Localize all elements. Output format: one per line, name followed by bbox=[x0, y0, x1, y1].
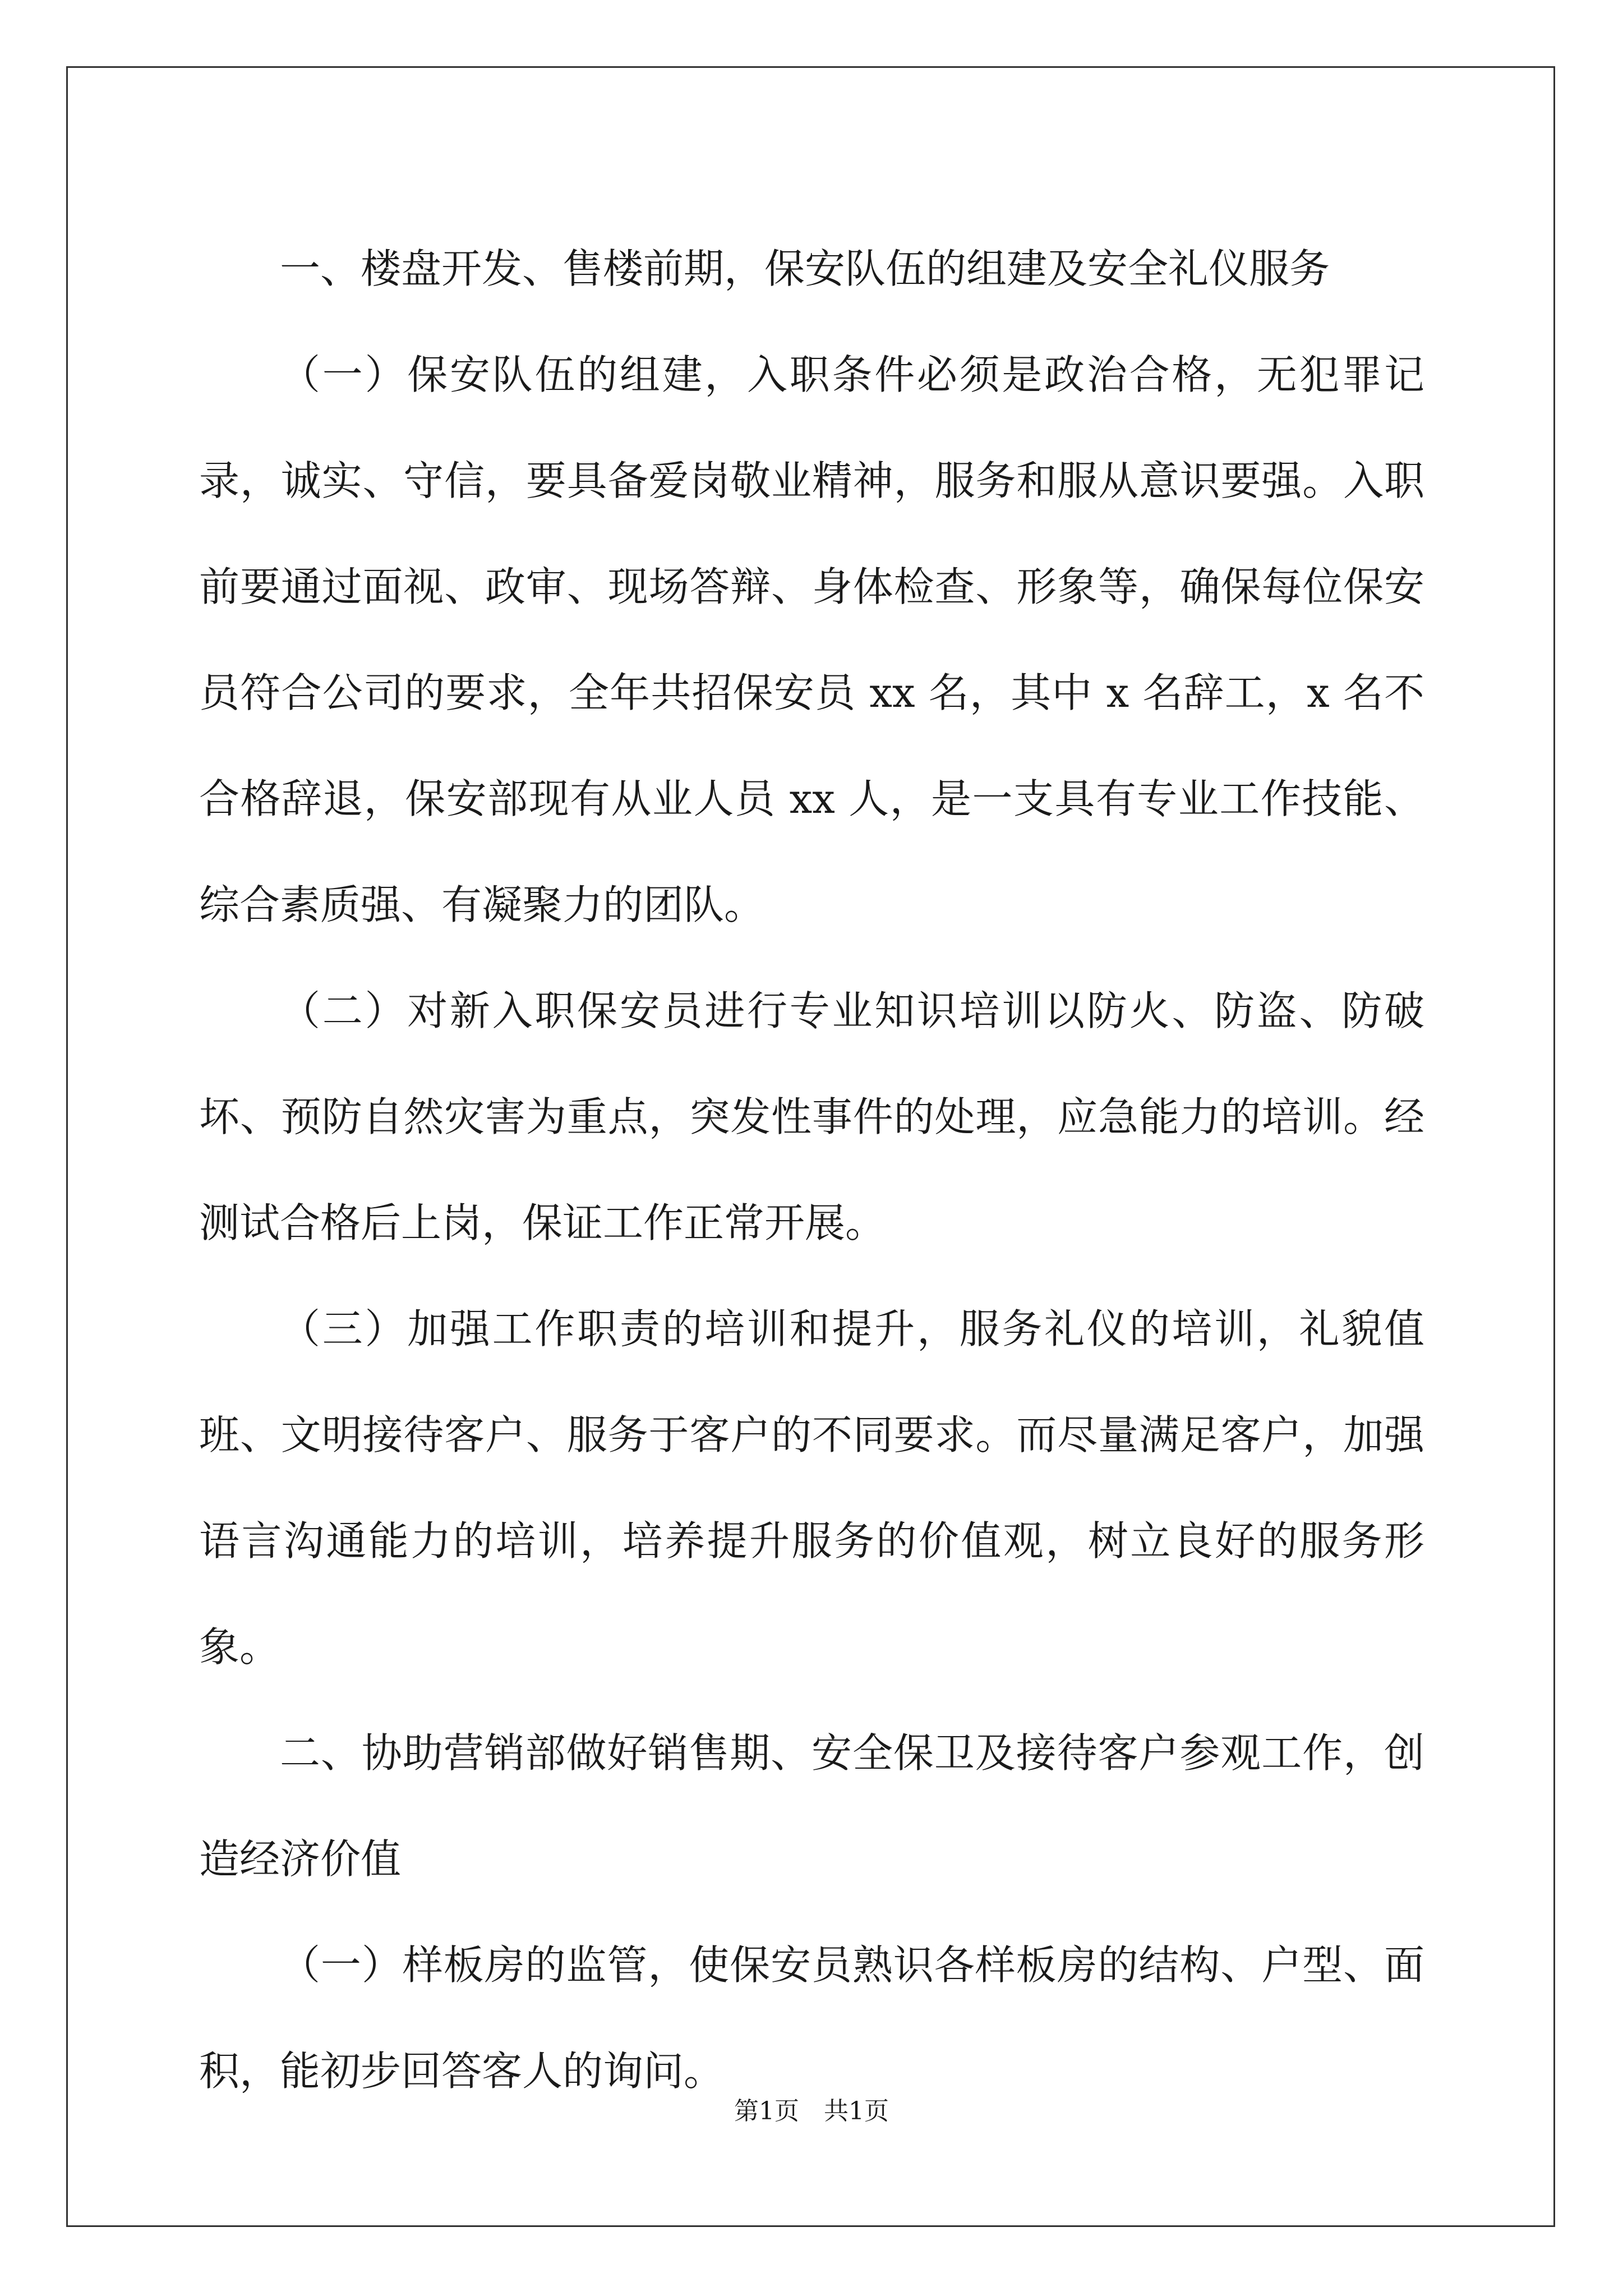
paragraph-training: （二）对新入职保安员进行专业知识培训以防火、防盗、防破坏、预防自然灾害为重点，突发性事件的处理，应急能力的培训。经测试合格后上岗，保证工作正常开展。 bbox=[199, 987, 1424, 1246]
paragraph-team-formation: （一）保安队伍的组建，入职条件必须是政治合格，无犯罪记录，诚实、守信，要具备爱岗敬业精神，服务和服从意识要强。入职前要通过面视、政审、现场答辩、身体检查、形象等，确保每位保安员符合公司的要求，全年共招保安员 xx 名，其中 x 名辞工，x 名不合格辞退，保安部现有从业人员 xx 人，是一支具有专业工作技能、综合素质强、有凝聚力的团队。 bbox=[199, 351, 1424, 928]
heading-section-1: 一、楼盘开发、售楼前期，保安队伍的组建及安全礼仪服务 bbox=[280, 245, 1330, 292]
paragraph-showroom: （一）样板房的监管，使保安员熟识各样板房的结构、户型、面积，能初步回答客人的询问。 bbox=[199, 1941, 1424, 2095]
paragraph-duty-etiquette: （三）加强工作职责的培训和提升，服务礼仪的培训，礼貌值班、文明接待客户、服务于客户的不同要求。而尽量满足客户，加强语言沟通能力的培训，培养提升服务的价值观，树立良好的服务形象。 bbox=[199, 1305, 1424, 1671]
document-body bbox=[199, 216, 1424, 2124]
heading-section-2: 二、协助营销部做好销售期、安全保卫及接待客户参观工作，创造经济价值 bbox=[199, 1729, 1424, 1883]
page-number-footer: 第1页 共1页 bbox=[734, 2097, 889, 2125]
